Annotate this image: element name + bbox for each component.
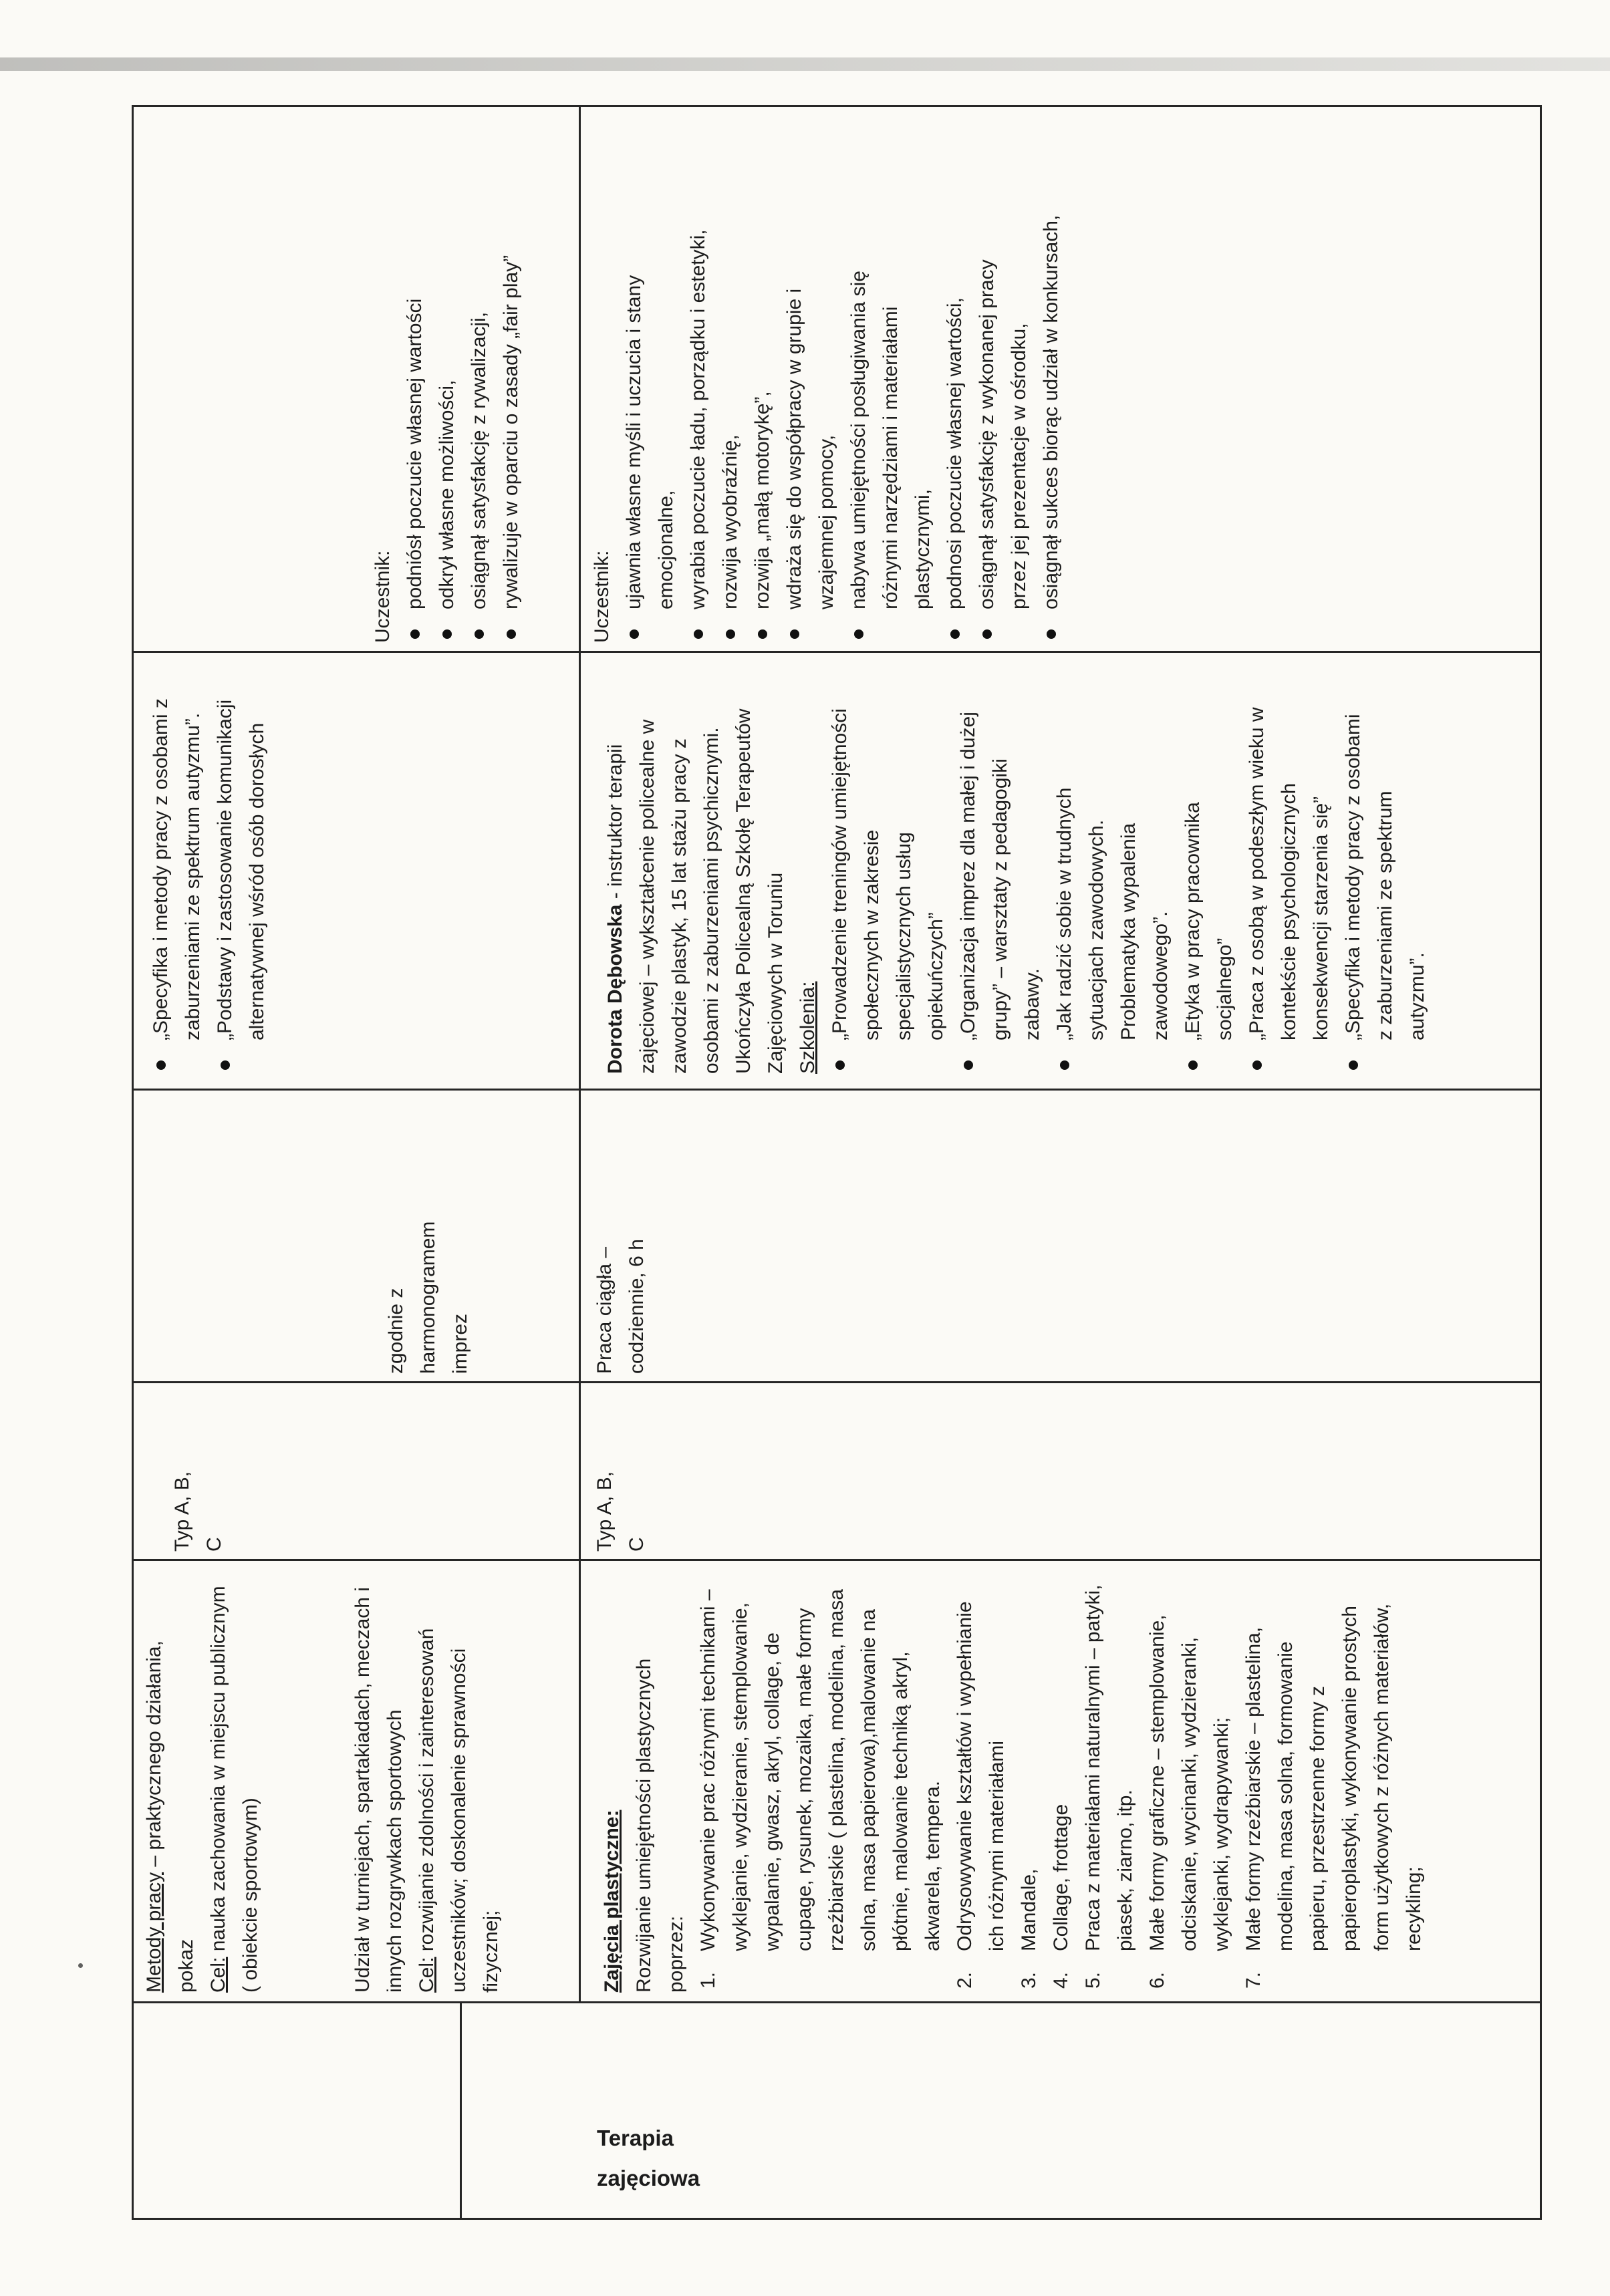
instructor-name: Dorota Dębowska — [604, 904, 626, 1074]
row1-harmonogram-cell — [380, 1213, 477, 1374]
table-border-right — [132, 105, 1542, 107]
row1-outcome-1: podniósł poczucie własnej wartości — [404, 298, 426, 609]
szkolenia-heading: Szkolenia: — [797, 981, 819, 1074]
row1-typ-value: Typ A, B, C — [171, 1471, 225, 1552]
bullet-icon — [835, 1060, 845, 1070]
row2-uczestnik-cell — [586, 202, 1067, 643]
row2-outcome-2: wyrabia poczucie ładu, porządku i estetyki, — [687, 229, 709, 609]
row2-typ-value: Typ A, B, C — [593, 1471, 648, 1552]
list-item — [399, 242, 431, 639]
row1-opis-cell — [138, 1578, 507, 1993]
list-item — [1035, 202, 1067, 639]
row2-szkolenie-6: „Specyfika i metody pracy z osobami z zaburzeniami ze spektrum autyzmu”. — [1342, 714, 1428, 1040]
numbered-item — [1013, 1578, 1045, 1989]
divider-harmonogram-prowadzacy — [132, 1089, 1542, 1091]
row2-outcome-7: podnosi poczucie własnej wartości, — [944, 297, 966, 609]
row2-szkolenie-3: „Jak radzić sobie w trudnych sytuacjach zawodowych. Problematyka wypalenia zawodowego”. — [1053, 787, 1172, 1040]
row2-opis-cell — [596, 1578, 1430, 1993]
row2-szkolenie-4: „Etyka w pracy pracownika socjalnego” — [1182, 802, 1236, 1040]
row1-pokaz: pokaz — [175, 1939, 197, 1993]
bullet-icon — [726, 629, 735, 639]
divider-prowadzacy-uczestnik — [132, 651, 1542, 653]
divider-label-cells — [460, 2001, 462, 2220]
list-item — [779, 202, 843, 639]
row2-harmonogram-value: Praca ciągła – codziennie, 6 h — [593, 1239, 648, 1374]
list-item — [463, 242, 495, 639]
bullet-icon — [790, 629, 799, 639]
row2-outcome-4: rozwija „małą motorykę”, — [751, 391, 773, 609]
numbered-item — [1238, 1578, 1430, 1989]
table-border-left — [132, 2218, 1542, 2220]
list-item — [971, 202, 1035, 639]
bullet-icon — [758, 629, 767, 639]
row1-metody-pracy-label: Metody pracy — [143, 1872, 165, 1993]
row1-szkolenie-1: „Specyfika i metody pracy z osobami z zaburzeniami ze spektrum autyzmu”. — [150, 698, 204, 1040]
list-item — [209, 673, 273, 1070]
row2-opis-item-7: Małe formy rzeźbiarskie – plastelina, modelina, masa solna, formowanie papieru, przestrzenne formy z papieroplastyki, wykonywanie prostych form użytkowych z różnych materiałów, recykling; — [1242, 1603, 1425, 1951]
bullet-icon — [694, 629, 703, 639]
row2-opis-item-3: Mandale, — [1018, 1868, 1040, 1951]
list-item — [952, 673, 1049, 1070]
row2-opis-item-5: Praca z materiałami naturalnymi – patyki, piasek, ziarno, itp. — [1082, 1584, 1136, 1951]
row2-section-label: Terapia zajęciowa — [597, 2126, 700, 2190]
bullet-icon — [1188, 1060, 1198, 1070]
scan-speck — [78, 1963, 83, 1968]
bullet-icon — [982, 629, 992, 639]
list-item — [431, 242, 463, 639]
bullet-icon — [1047, 629, 1056, 639]
row1-cel1-text: nauka zachowania w miejscu publicznym ( obiekcie sportowym) — [207, 1586, 261, 1993]
row2-szkolenie-2: „Organizacja imprez dla małej i dużej grupy” – warsztaty z pedagogiki zabawy. — [957, 712, 1043, 1040]
divider-typ-harmonogram — [132, 1381, 1542, 1383]
row1-typ-cell — [166, 1451, 231, 1552]
list-item — [1337, 673, 1434, 1070]
item-number: 6. — [1146, 1971, 1168, 1989]
row2-outcome-1: ujawnia własne myśli i uczucia i stany emocjonalne, — [623, 275, 677, 609]
row1-cel2-text: rozwijanie zdolności i zainteresowań uczestników; doskonalenie sprawności fizycznej; — [416, 1628, 502, 1993]
list-item — [495, 242, 527, 639]
numbered-item — [1045, 1578, 1077, 1989]
row2-opis-item-4: Collage, frottage — [1050, 1804, 1072, 1951]
list-item — [1177, 673, 1241, 1070]
row1-uczestnik-cell — [367, 242, 527, 643]
row2-uczestnik-heading: Uczestnik: — [591, 550, 613, 643]
item-number: 1. — [697, 1971, 719, 1989]
row2-prowadzacy-intro — [599, 673, 792, 1074]
divider-label-col — [132, 2001, 1542, 2003]
bullet-icon — [442, 629, 452, 639]
bullet-icon — [964, 1060, 973, 1070]
row2-outcome-5: wdraża się do współpracy w grupie i wzajemnej pomocy, — [783, 288, 837, 609]
row1-uczestnik-heading: Uczestnik: — [372, 550, 394, 643]
row2-opis-item-6: Małe formy graficzne – stemplowanie, odciskanie, wycinanki, wydzieranki, wyklejanki, wydrapywanki; — [1146, 1614, 1232, 1951]
row2-harmonogram-cell — [589, 1207, 653, 1374]
numbered-item — [949, 1578, 1013, 1989]
bullet-icon — [630, 629, 639, 639]
bullet-icon — [507, 629, 516, 639]
row1-outcome-4: rywalizuje w oparciu o zasady „fair play” — [500, 255, 522, 609]
row1-udzial-text: Udział w turniejach, spartakiadach, meczach i innych rozgrywkach sportowych — [352, 1587, 406, 1993]
row2-outcome-8: osiągnął satysfakcję z wykonanej pracy przez jej prezentacje w ośrodku, — [976, 259, 1030, 609]
row2-outcome-9: osiągnął sukces biorąc udział w konkursach, — [1040, 214, 1062, 609]
bullet-icon — [854, 629, 863, 639]
row2-opis-intro: Rozwijanie umiejętności plastycznych poprzez: — [633, 1658, 687, 1993]
row2-typ-cell — [589, 1451, 653, 1552]
bullet-icon — [156, 1060, 166, 1070]
bullet-icon — [1252, 1060, 1262, 1070]
scan-edge-streak — [0, 57, 1610, 71]
list-item — [145, 673, 209, 1070]
numbered-item — [692, 1578, 949, 1989]
numbered-item — [1142, 1578, 1238, 1989]
row1-outcome-2: odkrył własne możliwości, — [436, 380, 458, 609]
row2-prowadzacy-cell — [599, 673, 1434, 1074]
list-item — [714, 202, 747, 639]
row2-opis-header: Zajęcia plastyczne: — [601, 1810, 623, 1993]
row1-cel2-label: Cel: — [416, 1957, 438, 1993]
list-item — [824, 673, 952, 1070]
table-border-bottom — [1540, 105, 1542, 2220]
item-number: 4. — [1050, 1971, 1072, 1989]
row1-cel1-label: Cel: — [207, 1957, 229, 1993]
row2-outcome-6: nabywa umiejętności posługiwania się różnymi narzędziami i materiałami plastycznymi, — [847, 271, 934, 609]
row1-harmonogram-value: zgodnie z harmonogramem imprez — [385, 1221, 471, 1374]
row1-opis-paragraph-1 — [138, 1578, 267, 1993]
list-item — [1241, 673, 1337, 1070]
numbered-item — [1077, 1578, 1142, 1989]
list-item — [939, 202, 971, 639]
bullet-icon — [221, 1060, 230, 1070]
row2-szkolenie-1: „Prowadzenie treningów umiejętności społecznych w zakresie specjalistycznych usług opiekuńczych” — [829, 708, 947, 1040]
row2-szkolenie-5: „Praca z osobą w podeszłym wieku w kontekście psychologicznych konsekwencji starzenia się” — [1246, 707, 1332, 1040]
bullet-icon — [475, 629, 484, 639]
bullet-icon — [410, 629, 420, 639]
table-border-top — [132, 105, 134, 2220]
paragraph-gap — [267, 1578, 347, 1993]
row1-opis-paragraph-2 — [347, 1578, 507, 1993]
item-number: 3. — [1018, 1971, 1040, 1989]
row2-outcome-3: rozwija wyobraźnię, — [719, 434, 741, 609]
row2-opis-item-1: Wykonywanie prac różnymi technikami – wyklejanie, wydzieranie, stemplowanie, wypalanie, gwasz, akryl, collage, de cupage, rysunek, mozaika, małe formy rzeźbiarskie ( plastelina, modelina, masa solna, masa papierowa),malowanie na płótnie, malowanie techniką akryl, akwarela, tempera. — [697, 1589, 944, 1951]
list-item — [618, 202, 682, 639]
row2-opis-item-2: Odrysowywanie kształtów i wypełnianie ich różnymi materiałami — [954, 1601, 1008, 1951]
row1-szkolenia-cell — [145, 673, 273, 1074]
list-item — [1049, 673, 1177, 1070]
item-number: 2. — [954, 1971, 976, 1989]
list-item — [682, 202, 714, 639]
bullet-icon — [1060, 1060, 1069, 1070]
row1-metody-pracy-rest: – praktycznego działania, — [143, 1640, 165, 1872]
list-item — [747, 202, 779, 639]
rotated-table — [132, 105, 1542, 2220]
item-number: 7. — [1242, 1971, 1264, 1989]
instructor-description: - instruktor terapii zajęciowej – wykształcenie policealne w zawodzie plastyk, 15 lat stażu pracy z osobami z zaburzeniami psychicznymi. Ukończyła Policealną Szkołę Terapeutów Zajęciowych w Toruniu — [604, 708, 787, 1074]
row1-outcome-3: osiągnął satysfakcję z rywalizacji, — [468, 311, 490, 609]
divider-row1-row2 — [579, 105, 581, 2003]
row1-szkolenie-2: „Podstawy i zastosowanie komunikacji alternatywnej wśród osób dorosłych — [214, 699, 268, 1040]
item-number: 5. — [1082, 1971, 1104, 1989]
bullet-icon — [1349, 1060, 1358, 1070]
list-item — [843, 202, 939, 639]
divider-opis-typ — [132, 1559, 1542, 1561]
bullet-icon — [950, 629, 960, 639]
